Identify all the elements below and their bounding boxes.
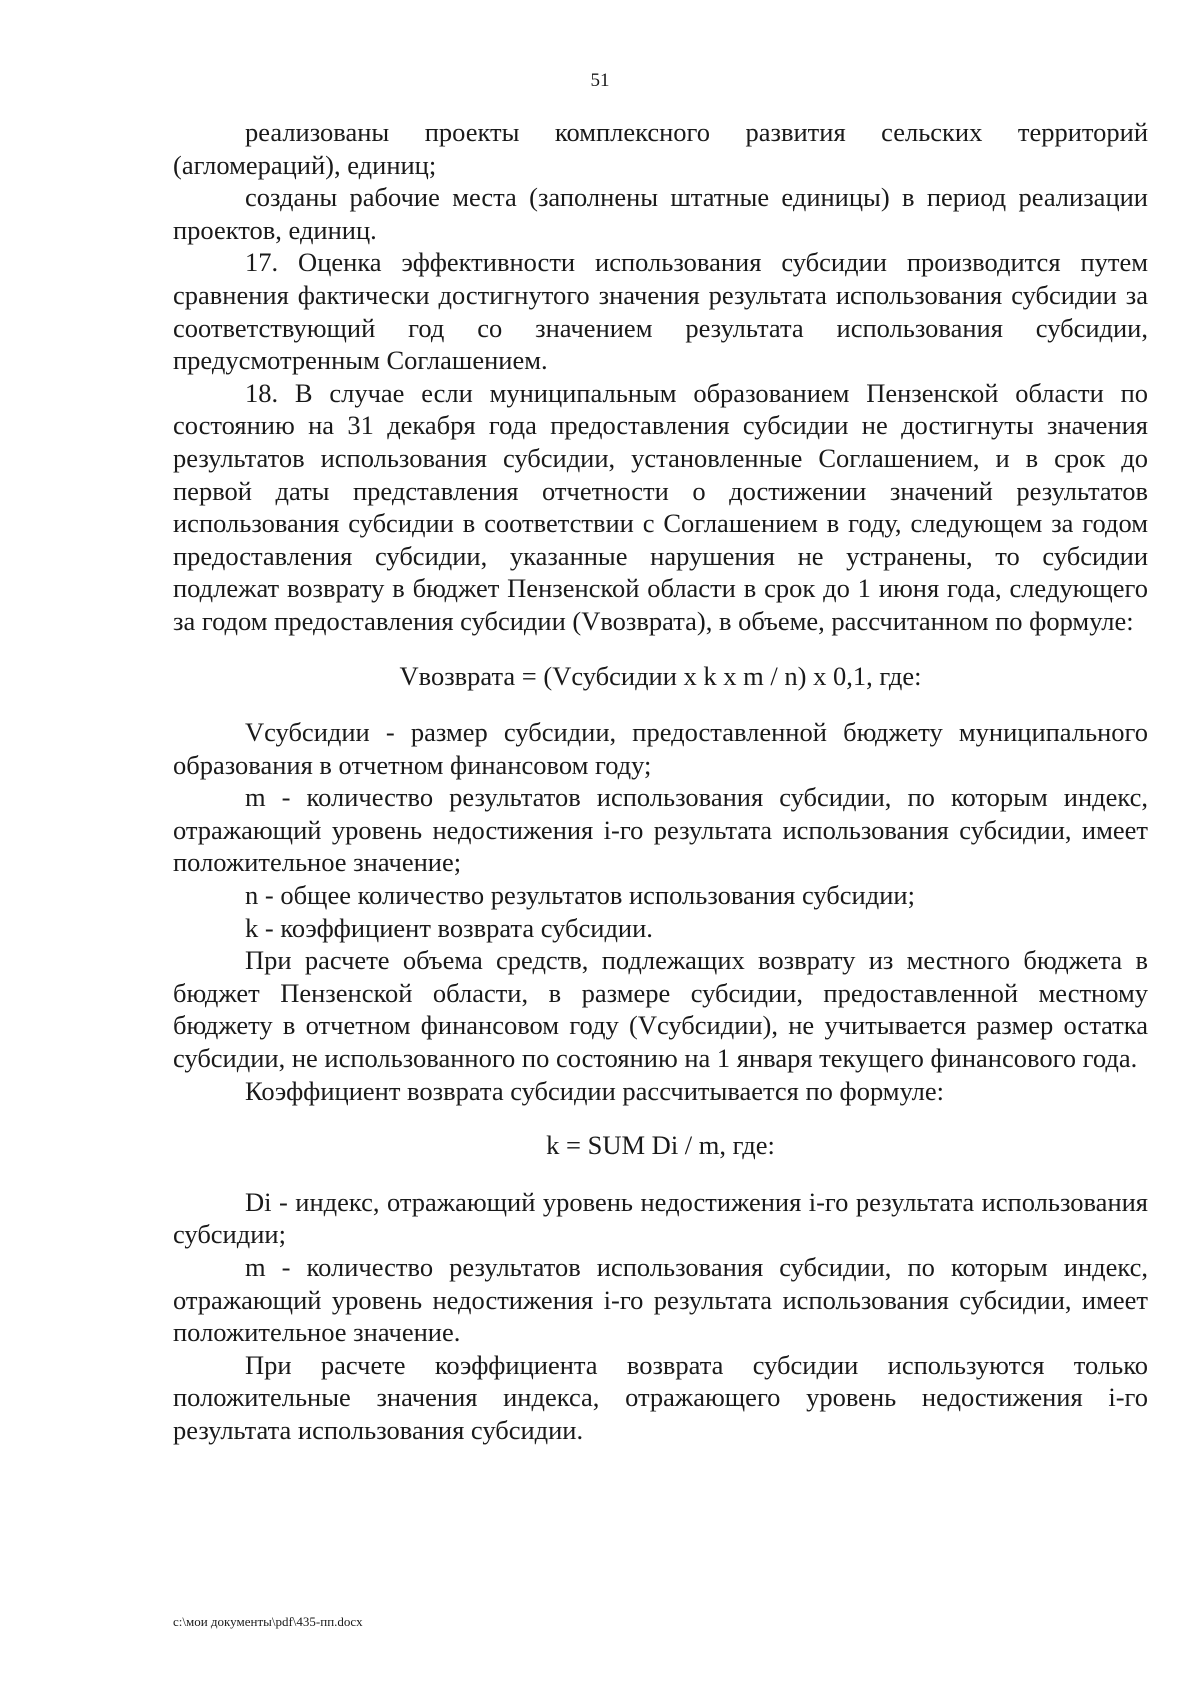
paragraph-jobs-created: созданы рабочие места (заполнены штатные единицы) в период реализации проектов, единиц. [173,182,1148,245]
formula-refund-volume: Vвозврата = (Vсубсидии x k x m / n) x 0,1, где: [399,660,922,691]
formula-coefficient: k = SUM Di / m, где: [546,1130,775,1161]
definition-di-index: Di - индекс, отражающий уровень недостижения i-го результата использования субсидии; [173,1186,1148,1250]
spacer [173,638,1148,660]
definition-m-count-2: m - количество результатов использования субсидии, по которым индекс, отражающий уровень недостижения i-го результата использования субсидии, имеет положительное значение. [173,1252,1148,1348]
definition-m-count: m - количество результатов использования субсидии, по которым индекс, отражающий уровень недостижения i-го результата использования субсидии, имеет положительное значение; [173,782,1148,878]
spacer [173,692,1148,716]
paragraph-18-refund-conditions: 18. В случае если муниципальным образованием Пензенской области по состоянию на 31 декабря года предоставления субсидии не достигнуты значения результатов использования субсидии, установленные Соглашением, и в срок до первой даты представления отчетности о достижении значений результатов использования субсидии в соответствии с Соглашением в году, следующем за годом предоставления субсидии, указанные нарушения не устранены, то субсидии подлежат возврату в бюджет Пензенской области в срок до 1 июня года, следующего за годом предоставления субсидии (Vвозврата), в объеме, рассчитанном по формуле: [173,377,1148,636]
paragraph-refund-calculation-note: При расчете объема средств, подлежащих возврату из местного бюджета в бюджет Пензенской области, в размере субсидии, предоставленной местному бюджету в отчетном финансовом году (Vсубсидии), не учитывается размер остатка субсидии, не использованного по состоянию на 1 января текущего финансового года. [173,945,1148,1074]
paragraph-17-efficiency-evaluation: 17. Оценка эффективности использования субсидии производится путем сравнения фактически достигнутого значения результата использования субсидии за соответствующий год со значением результата использования субсидии, предусмотренным Соглашением. [173,247,1148,376]
spacer [173,1107,1148,1129]
paragraph-positive-values-note: При расчете коэффициента возврата субсидии используются только положительные значения индекса, отражающего уровень недостижения i-го результата использования субсидии. [173,1349,1148,1445]
footer-file-path: c:\мои документы\pdf\435-пп.docx [173,1614,363,1629]
paragraph-rural-projects: реализованы проекты комплексного развития сельских территорий (агломераций), единиц; [173,117,1148,180]
page-number: 51 [590,70,610,91]
spacer [173,1162,1148,1186]
definition-v-subsidy: Vсубсидии - размер субсидии, предоставленной бюджету муниципального образования в отчетном финансовом году; [173,717,1148,780]
document-body [173,116,1148,1447]
definition-n-total: n - общее количество результатов использования субсидии; [245,880,915,911]
definition-k-coefficient: k - коэффициент возврата субсидии. [245,912,653,943]
paragraph-coefficient-intro: Коэффициент возврата субсидии рассчитывается по формуле: [245,1075,945,1106]
